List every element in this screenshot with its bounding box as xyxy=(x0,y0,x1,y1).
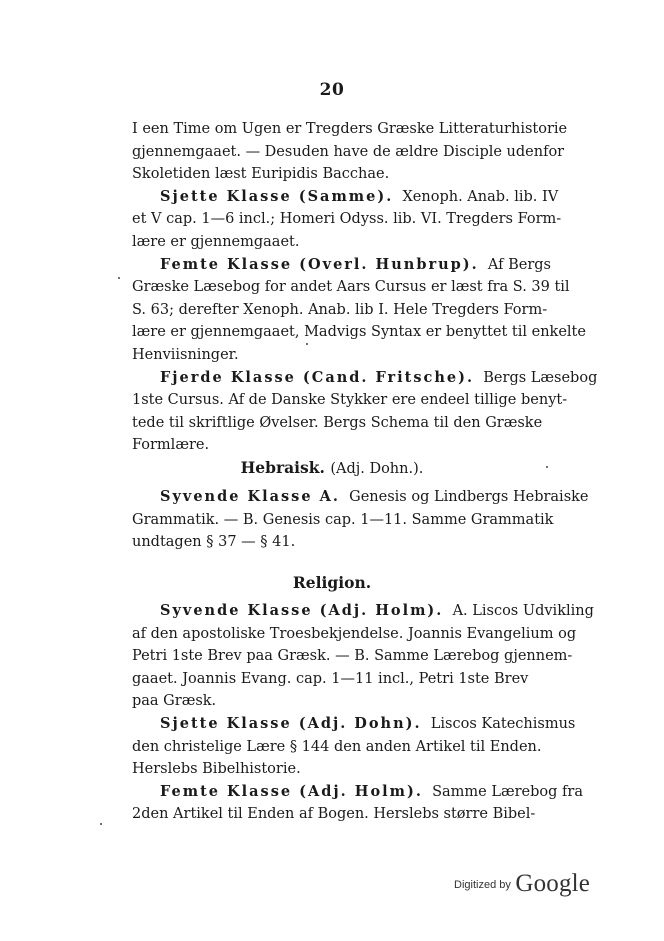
digitized-by-google-watermark xyxy=(454,870,590,898)
paragraph-line: paa Græsk. xyxy=(132,693,217,710)
class-title: Syvende Klasse (Adj. Holm). xyxy=(160,602,444,619)
paragraph-line: lære er gjennemgaaet, Madvigs Syntax er benyttet til enkelte xyxy=(132,324,586,341)
section-heading: Religion. xyxy=(292,573,372,592)
hebraisk-heading xyxy=(0,458,664,477)
sjette-klasse-line xyxy=(132,186,568,209)
scan-speck xyxy=(100,823,102,825)
paragraph-line: Henviisninger. xyxy=(132,346,239,363)
paragraph-text: Xenoph. Anab. lib. IV xyxy=(402,188,559,205)
paragraph-text: Af Bergs xyxy=(487,256,551,273)
class-title: Sjette Klasse (Adj. Dohn). xyxy=(160,714,422,732)
paragraph-line: I een Time om Ugen er Tregders Græske Litteraturhistorie xyxy=(132,121,568,137)
paragraph-text: Liscos Katechismus xyxy=(430,715,576,732)
paragraph-line: undtagen § 37 — § 41. xyxy=(132,534,296,551)
section-heading: Hebraisk. xyxy=(240,458,325,477)
paragraph-line: den christelige Lære § 144 den anden Artikel til Enden. xyxy=(132,738,542,755)
class-title: Femte Klasse (Adj. Holm). xyxy=(160,782,423,800)
scan-speck xyxy=(306,343,308,345)
fjerde-klasse-line xyxy=(132,367,598,390)
femte-klasse-line xyxy=(132,781,583,804)
paragraph-text: Bergs Læsebog xyxy=(483,369,598,386)
class-title: Femte Klasse (Overl. Hunbrup). xyxy=(160,255,479,273)
page-number: 20 xyxy=(319,80,345,100)
paragraph-text: Samme Lærebog fra xyxy=(432,783,583,800)
class-title: Sjette Klasse (Samme). xyxy=(160,187,394,205)
religion-section xyxy=(132,600,594,826)
google-logo: Google xyxy=(515,870,591,897)
paragraph-line: Herslebs Bibelhistorie. xyxy=(132,761,301,778)
paragraph-line: Græske Læsebog for andet Aars Cursus er læst fra S. 39 til xyxy=(132,279,570,296)
paragraph-line: Petri 1ste Brev paa Græsk. — B. Samme Lærebog gjennem- xyxy=(132,648,573,665)
digitized-by-label: Digitized by xyxy=(454,879,511,891)
paragraph-line: gjennemgaaet. — Desuden have de ældre Disciple udenfor xyxy=(132,143,565,160)
scan-speck xyxy=(118,277,120,279)
femte-klasse-line xyxy=(132,254,568,277)
paragraph-line: Formlære. xyxy=(132,437,210,454)
paragraph-text: A. Liscos Udvikling xyxy=(452,603,594,619)
paragraph-line: 2den Artikel til Enden af Bogen. Herslebs større Bibel- xyxy=(132,806,536,823)
paragraph-text: Genesis og Lindbergs Hebraiske xyxy=(349,489,589,505)
paragraph-line: tede til skriftlige Øvelser. Bergs Schema til den Græske xyxy=(132,414,543,431)
class-title: Fjerde Klasse (Cand. Fritsche). xyxy=(160,368,475,386)
class-title: Syvende Klasse A. xyxy=(160,488,340,505)
paragraph-line: et V cap. 1—6 incl.; Homeri Odyss. lib. VI. Tregders Form- xyxy=(132,211,562,228)
paragraph-line: gaaet. Joannis Evang. cap. 1—11 incl., Petri 1ste Brev xyxy=(132,670,529,687)
paragraph-line: 1ste Cursus. Af de Danske Stykker ere endeel tillige benyt- xyxy=(132,392,568,409)
paragraph-line: S. 63; derefter Xenoph. Anab. lib I. Hele Tregders Form- xyxy=(132,301,548,318)
paragraph-line: Grammatik. — B. Genesis cap. 1—11. Samme Grammatik xyxy=(132,511,554,528)
paragraph-line: af den apostoliske Troesbekjendelse. Joannis Evangelium og xyxy=(132,625,577,642)
syvende-klasse-line xyxy=(132,600,594,623)
syvende-klasse-line xyxy=(132,486,589,509)
religion-heading xyxy=(0,573,664,592)
hebraisk-section xyxy=(132,486,589,554)
section-heading-teacher: (Adj. Dohn.). xyxy=(330,461,424,477)
greek-section xyxy=(132,118,598,457)
scan-speck xyxy=(546,466,548,468)
paragraph-line: Skoletiden læst Euripidis Bacchae. xyxy=(132,166,390,183)
sjette-klasse-line xyxy=(132,713,576,736)
paragraph-line: lære er gjennemgaaet. xyxy=(132,233,300,250)
